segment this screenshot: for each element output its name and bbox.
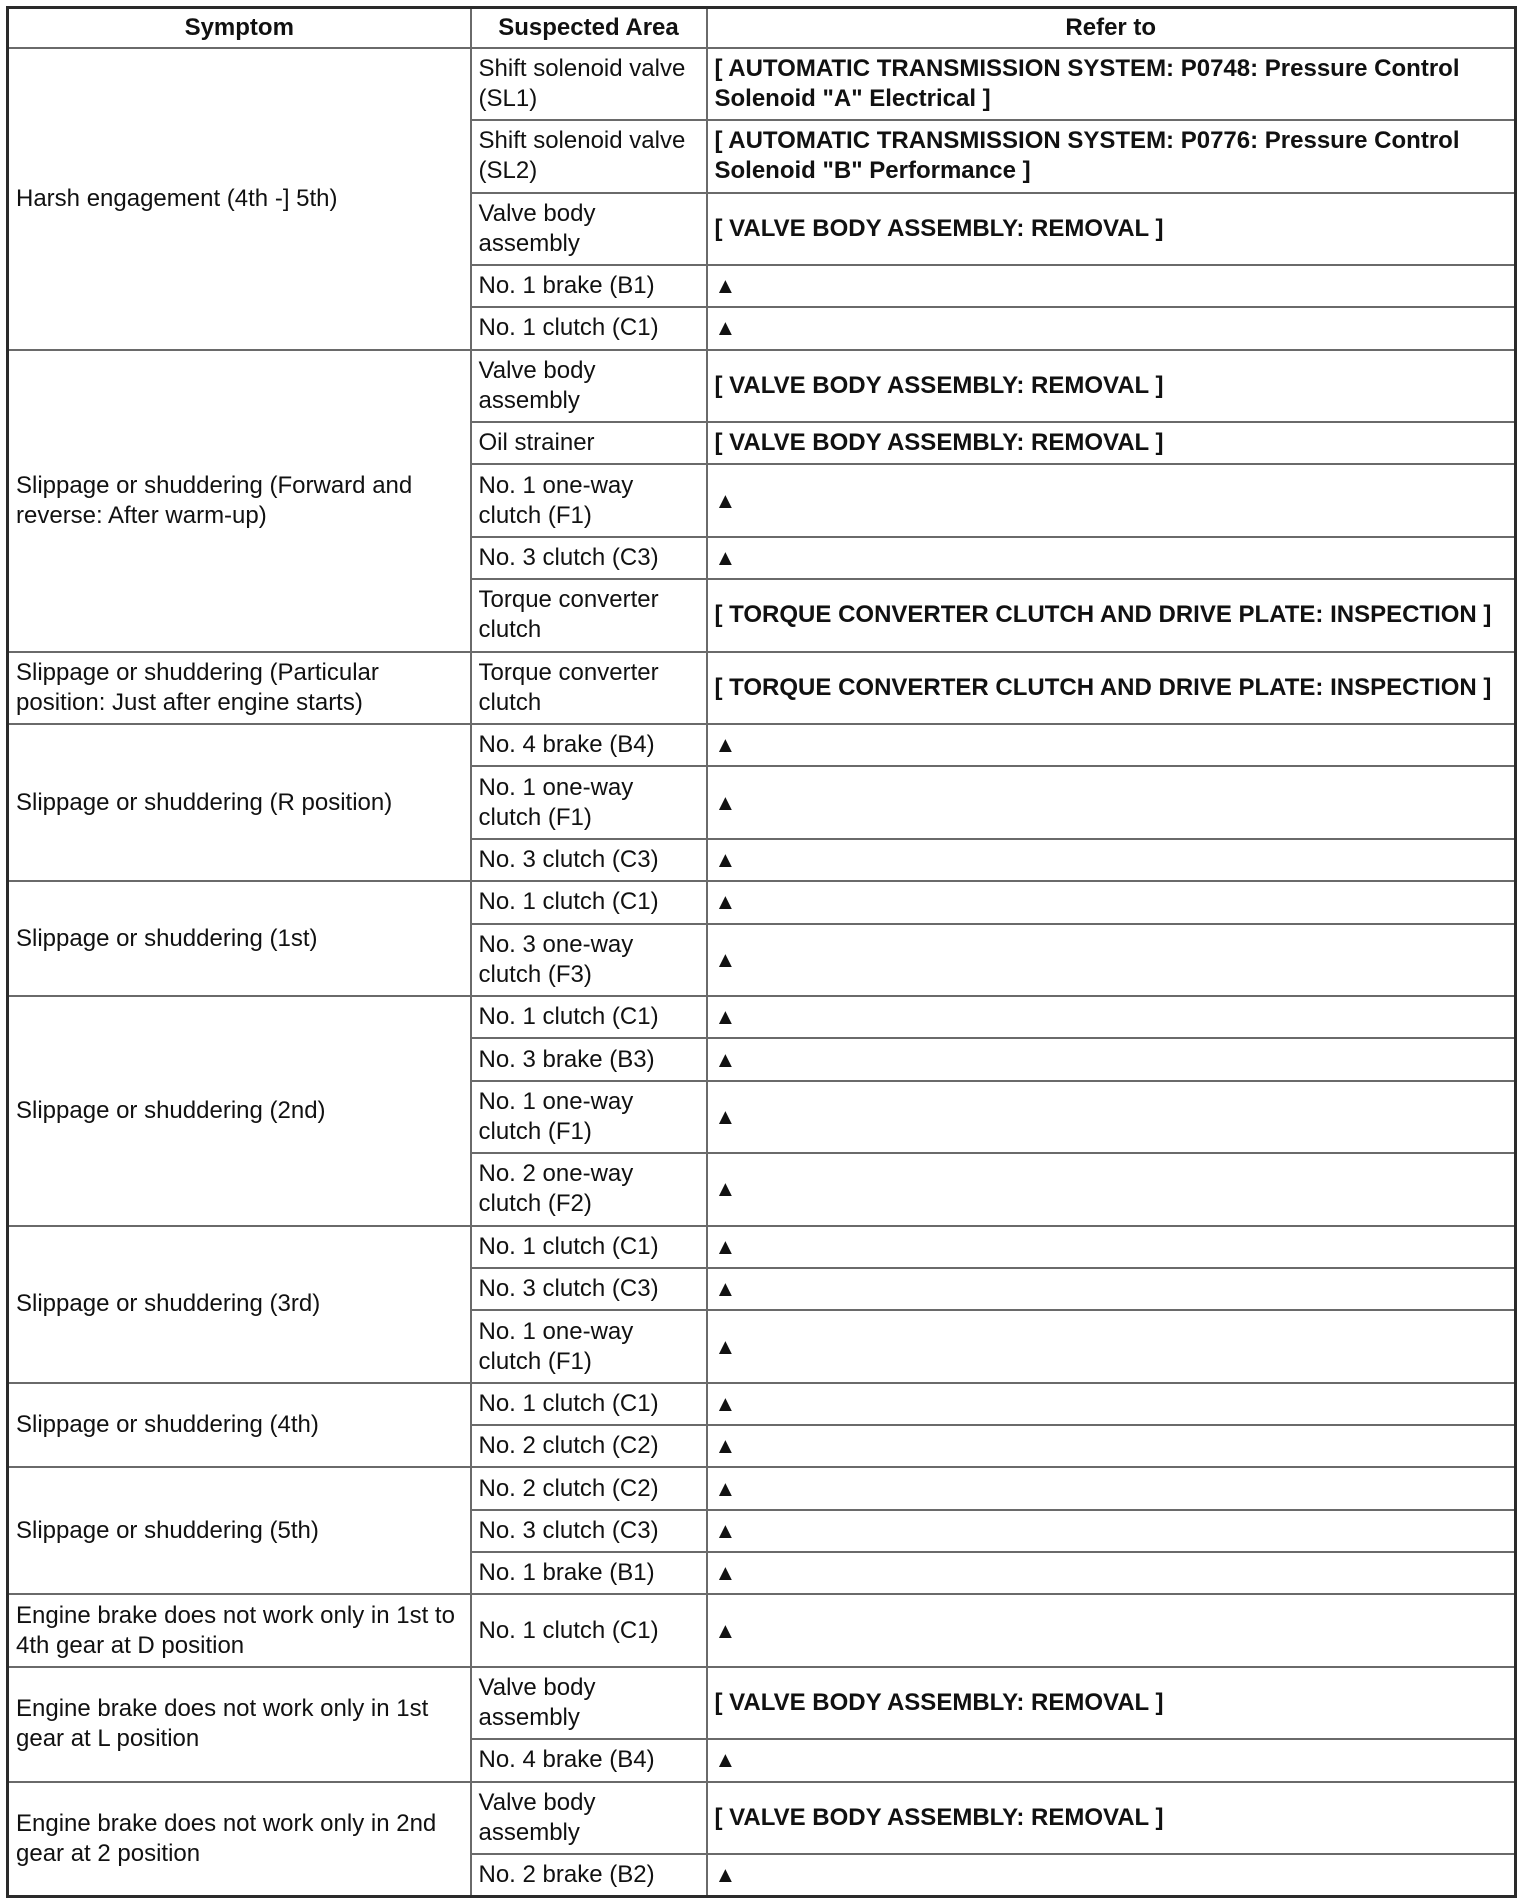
suspected-area-cell: Valve body assembly	[471, 1667, 707, 1740]
refer-link[interactable]: [ VALVE BODY ASSEMBLY: REMOVAL ]	[707, 193, 1516, 266]
symptom-cell: Slippage or shuddering (Forward and reverse: After warm-up)	[8, 350, 471, 652]
refer-link[interactable]: [ VALVE BODY ASSEMBLY: REMOVAL ]	[707, 1782, 1516, 1855]
suspected-area-cell: No. 2 clutch (C2)	[471, 1425, 707, 1467]
symptom-cell: Slippage or shuddering (5th)	[8, 1467, 471, 1594]
refer-mark: ▲	[707, 1739, 1516, 1781]
refer-mark: ▲	[707, 307, 1516, 349]
suspected-area-cell: Valve body assembly	[471, 193, 707, 266]
suspected-area-cell: No. 2 one-way clutch (F2)	[471, 1153, 707, 1226]
suspected-area-cell: No. 1 clutch (C1)	[471, 881, 707, 923]
table-row	[8, 652, 1516, 725]
suspected-area-cell: No. 1 clutch (C1)	[471, 996, 707, 1038]
table-row	[8, 48, 1516, 121]
refer-mark: ▲	[707, 1310, 1516, 1383]
suspected-area-cell: Shift solenoid valve (SL1)	[471, 48, 707, 121]
suspected-area-cell: No. 3 clutch (C3)	[471, 1268, 707, 1310]
suspected-area-cell: No. 1 clutch (C1)	[471, 1594, 707, 1667]
table-row	[8, 1383, 1516, 1425]
refer-link[interactable]: [ AUTOMATIC TRANSMISSION SYSTEM: P0748: Pressure Control Solenoid "A" Electrical ]	[707, 48, 1516, 121]
header-refer-to: Refer to	[707, 8, 1516, 48]
suspected-area-cell: Torque converter clutch	[471, 579, 707, 652]
refer-mark: ▲	[707, 1226, 1516, 1268]
refer-mark: ▲	[707, 1268, 1516, 1310]
suspected-area-cell: No. 1 brake (B1)	[471, 265, 707, 307]
suspected-area-cell: No. 3 one-way clutch (F3)	[471, 924, 707, 997]
suspected-area-cell: No. 3 clutch (C3)	[471, 537, 707, 579]
suspected-area-cell: No. 1 one-way clutch (F1)	[471, 1310, 707, 1383]
symptom-cell: Slippage or shuddering (R position)	[8, 724, 471, 881]
refer-mark: ▲	[707, 839, 1516, 881]
suspected-area-cell: No. 2 brake (B2)	[471, 1854, 707, 1896]
suspected-area-cell: No. 1 one-way clutch (F1)	[471, 1081, 707, 1154]
refer-link[interactable]: [ TORQUE CONVERTER CLUTCH AND DRIVE PLATE: INSPECTION ]	[707, 579, 1516, 652]
refer-mark: ▲	[707, 1854, 1516, 1896]
suspected-area-cell: No. 1 brake (B1)	[471, 1552, 707, 1594]
refer-link[interactable]: [ TORQUE CONVERTER CLUTCH AND DRIVE PLATE: INSPECTION ]	[707, 652, 1516, 725]
table-row	[8, 1467, 1516, 1509]
suspected-area-cell: Valve body assembly	[471, 1782, 707, 1855]
suspected-area-cell: No. 1 one-way clutch (F1)	[471, 766, 707, 839]
suspected-area-cell: No. 4 brake (B4)	[471, 1739, 707, 1781]
symptom-cell: Slippage or shuddering (4th)	[8, 1383, 471, 1468]
suspected-area-cell: No. 3 brake (B3)	[471, 1038, 707, 1080]
table-row	[8, 1782, 1516, 1855]
header-symptom: Symptom	[8, 8, 471, 48]
symptom-cell: Engine brake does not work only in 1st gear at L position	[8, 1667, 471, 1782]
refer-mark: ▲	[707, 881, 1516, 923]
symptom-cell: Engine brake does not work only in 2nd gear at 2 position	[8, 1782, 471, 1897]
suspected-area-cell: No. 4 brake (B4)	[471, 724, 707, 766]
table-row	[8, 724, 1516, 766]
table-row	[8, 1667, 1516, 1740]
refer-mark: ▲	[707, 1552, 1516, 1594]
table-row	[8, 881, 1516, 923]
refer-mark: ▲	[707, 996, 1516, 1038]
table-row	[8, 350, 1516, 423]
refer-link[interactable]: [ AUTOMATIC TRANSMISSION SYSTEM: P0776: Pressure Control Solenoid "B" Performance ]	[707, 120, 1516, 193]
refer-mark: ▲	[707, 1153, 1516, 1226]
refer-mark: ▲	[707, 1467, 1516, 1509]
header-row	[8, 8, 1516, 48]
diagnosis-table	[6, 6, 1517, 1898]
table-row	[8, 1226, 1516, 1268]
symptom-cell: Slippage or shuddering (3rd)	[8, 1226, 471, 1383]
refer-mark: ▲	[707, 1081, 1516, 1154]
refer-mark: ▲	[707, 766, 1516, 839]
table-body	[8, 48, 1516, 1897]
suspected-area-cell: No. 1 clutch (C1)	[471, 307, 707, 349]
suspected-area-cell: Valve body assembly	[471, 350, 707, 423]
suspected-area-cell: No. 1 clutch (C1)	[471, 1383, 707, 1425]
suspected-area-cell: Oil strainer	[471, 422, 707, 464]
refer-mark: ▲	[707, 1038, 1516, 1080]
refer-mark: ▲	[707, 724, 1516, 766]
suspected-area-cell: No. 3 clutch (C3)	[471, 839, 707, 881]
refer-mark: ▲	[707, 1425, 1516, 1467]
symptom-cell: Harsh engagement (4th -] 5th)	[8, 48, 471, 350]
refer-link[interactable]: [ VALVE BODY ASSEMBLY: REMOVAL ]	[707, 350, 1516, 423]
table-row	[8, 996, 1516, 1038]
refer-mark: ▲	[707, 924, 1516, 997]
symptom-cell: Slippage or shuddering (2nd)	[8, 996, 471, 1226]
suspected-area-cell: No. 1 clutch (C1)	[471, 1226, 707, 1268]
suspected-area-cell: No. 3 clutch (C3)	[471, 1510, 707, 1552]
symptom-cell: Slippage or shuddering (Particular position: Just after engine starts)	[8, 652, 471, 725]
suspected-area-cell: No. 2 clutch (C2)	[471, 1467, 707, 1509]
refer-mark: ▲	[707, 265, 1516, 307]
refer-mark: ▲	[707, 1594, 1516, 1667]
refer-link[interactable]: [ VALVE BODY ASSEMBLY: REMOVAL ]	[707, 422, 1516, 464]
suspected-area-cell: No. 1 one-way clutch (F1)	[471, 464, 707, 537]
refer-link[interactable]: [ VALVE BODY ASSEMBLY: REMOVAL ]	[707, 1667, 1516, 1740]
suspected-area-cell: Torque converter clutch	[471, 652, 707, 725]
suspected-area-cell: Shift solenoid valve (SL2)	[471, 120, 707, 193]
symptom-cell: Slippage or shuddering (1st)	[8, 881, 471, 996]
refer-mark: ▲	[707, 1510, 1516, 1552]
table-row	[8, 1594, 1516, 1667]
symptom-cell: Engine brake does not work only in 1st to 4th gear at D position	[8, 1594, 471, 1667]
refer-mark: ▲	[707, 537, 1516, 579]
refer-mark: ▲	[707, 1383, 1516, 1425]
header-suspected-area: Suspected Area	[471, 8, 707, 48]
refer-mark: ▲	[707, 464, 1516, 537]
